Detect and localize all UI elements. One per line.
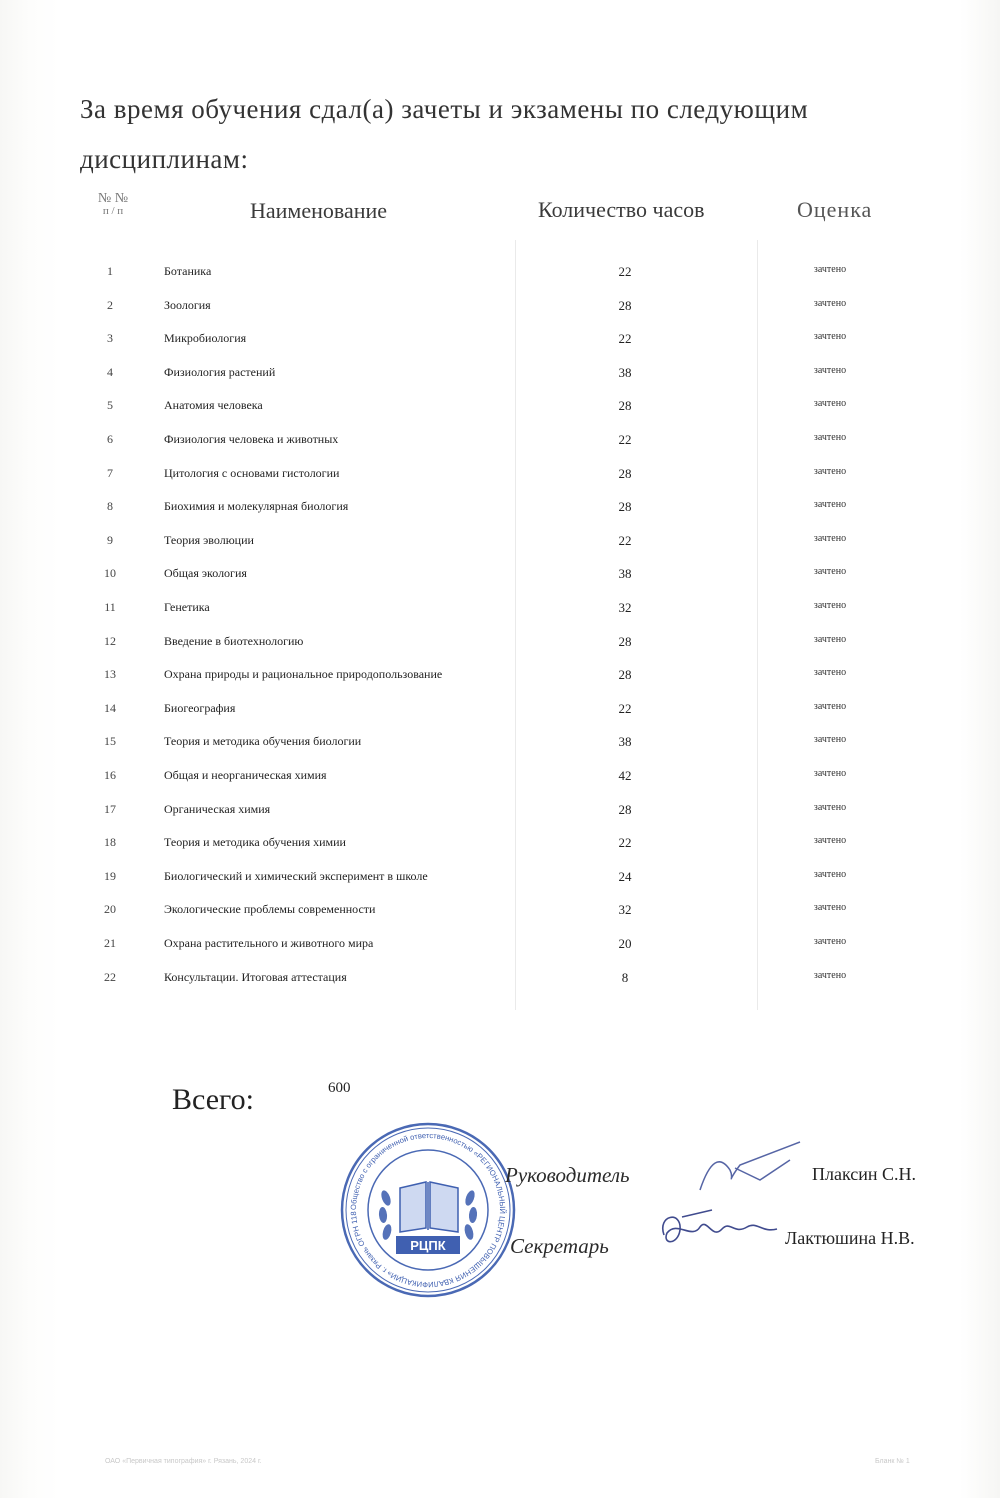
stamp-ring-text: Общество с ограниченной ответственностью «РЕГИОНАЛЬНЫЙ ЦЕНТР ПОВЫШЕНИЯ КВАЛИФИКАЦИИ» г. Рязань ОГРН 1186234001315 bbox=[335, 1113, 508, 1290]
table-row bbox=[0, 365, 1000, 385]
director-signature bbox=[690, 1140, 810, 1200]
discipline-grade: зачтено bbox=[813, 936, 847, 947]
discipline-hours: 28 bbox=[618, 634, 632, 649]
discipline-name: Общая экология bbox=[164, 566, 247, 580]
discipline-hours: 38 bbox=[618, 365, 632, 380]
heading-line-1: За время обучения сдал(а) зачеты и экзамены по следующим bbox=[80, 94, 809, 124]
discipline-name: Теория эволюции bbox=[164, 533, 254, 547]
row-number: 21 bbox=[104, 936, 116, 950]
row-number: 10 bbox=[104, 566, 116, 580]
row-number: 16 bbox=[104, 768, 116, 782]
footer-printer-info: ОАО «Первичная типография» г. Рязань, 2024 г. bbox=[105, 1458, 262, 1465]
table-row bbox=[0, 600, 1000, 620]
table-row bbox=[0, 835, 1000, 855]
director-role: Руководитель bbox=[505, 1163, 630, 1187]
discipline-grade: зачтено bbox=[813, 499, 847, 510]
discipline-grade: зачтено bbox=[813, 298, 847, 309]
discipline-grade: зачтено bbox=[813, 869, 847, 880]
table-row bbox=[0, 398, 1000, 418]
row-number: 8 bbox=[107, 499, 113, 513]
row-number: 11 bbox=[104, 600, 116, 614]
discipline-grade: зачтено bbox=[813, 802, 847, 813]
discipline-hours: 28 bbox=[618, 298, 632, 313]
total-hours-value: 600 bbox=[328, 1080, 351, 1096]
discipline-name: Физиология человека и животных bbox=[164, 432, 339, 446]
discipline-hours: 22 bbox=[618, 701, 632, 716]
discipline-grade: зачтено bbox=[813, 331, 847, 342]
discipline-name: Охрана природы и рациональное природопользование bbox=[164, 667, 443, 681]
discipline-hours: 32 bbox=[618, 902, 632, 917]
discipline-name: Теория и методика обучения биологии bbox=[164, 734, 362, 748]
row-number: 3 bbox=[107, 331, 113, 345]
discipline-grade: зачтено bbox=[813, 566, 847, 577]
discipline-name: Микробиология bbox=[164, 331, 247, 345]
row-number: 7 bbox=[107, 466, 113, 480]
discipline-name: Теория и методика обучения химии bbox=[164, 835, 346, 849]
discipline-name: Консультации. Итоговая аттестация bbox=[164, 970, 347, 984]
table-row bbox=[0, 734, 1000, 754]
row-number: 4 bbox=[107, 365, 113, 379]
discipline-grade: зачтено bbox=[813, 902, 847, 913]
discipline-name: Охрана растительного и животного мира bbox=[164, 936, 374, 950]
table-row bbox=[0, 432, 1000, 452]
discipline-hours: 28 bbox=[618, 398, 632, 413]
discipline-hours: 22 bbox=[618, 835, 632, 850]
row-number: 14 bbox=[104, 701, 116, 715]
table-row bbox=[0, 869, 1000, 889]
secretary-role: Секретарь bbox=[510, 1234, 609, 1258]
discipline-name: Общая и неорганическая химия bbox=[164, 768, 327, 782]
discipline-hours: 32 bbox=[618, 600, 632, 615]
discipline-hours: 28 bbox=[618, 466, 632, 481]
secretary-name: Лактюшина Н.В. bbox=[785, 1228, 915, 1248]
document-heading bbox=[80, 84, 930, 184]
heading-line-2: дисциплинам: bbox=[80, 144, 249, 174]
discipline-hours: 24 bbox=[618, 869, 632, 884]
table-row bbox=[0, 768, 1000, 788]
row-number: 9 bbox=[107, 533, 113, 547]
row-number: 1 bbox=[107, 264, 113, 278]
discipline-name: Введение в биотехнологию bbox=[164, 634, 304, 648]
table-row bbox=[0, 566, 1000, 586]
book-icon bbox=[400, 1182, 458, 1232]
discipline-grade: зачтено bbox=[813, 365, 847, 376]
discipline-grade: зачтено bbox=[813, 398, 847, 409]
table-row bbox=[0, 970, 1000, 990]
discipline-grade: зачтено bbox=[813, 835, 847, 846]
column-header-name: Наименование bbox=[250, 198, 388, 223]
discipline-name: Биохимия и молекулярная биология bbox=[164, 499, 349, 513]
row-number: 12 bbox=[104, 634, 116, 648]
column-header-hours: Количество часов bbox=[538, 197, 705, 222]
row-number: 6 bbox=[107, 432, 113, 446]
table-row bbox=[0, 701, 1000, 721]
table-row bbox=[0, 298, 1000, 318]
stamp-center-text: РЦПК bbox=[410, 1238, 446, 1253]
discipline-hours: 22 bbox=[618, 264, 632, 279]
discipline-name: Органическая химия bbox=[164, 802, 271, 816]
discipline-name: Экологические проблемы современности bbox=[164, 902, 376, 916]
column-header-grade: Оценка bbox=[797, 197, 873, 222]
row-number: 15 bbox=[104, 734, 116, 748]
table-row bbox=[0, 264, 1000, 284]
row-number: 19 bbox=[104, 869, 116, 883]
discipline-grade: зачтено bbox=[813, 466, 847, 477]
discipline-grade: зачтено bbox=[813, 432, 847, 443]
row-number: 2 bbox=[107, 298, 113, 312]
discipline-name: Биогеография bbox=[164, 701, 236, 715]
secretary-signature bbox=[652, 1205, 782, 1255]
discipline-hours: 28 bbox=[618, 667, 632, 682]
row-number: 13 bbox=[104, 667, 116, 681]
discipline-hours: 22 bbox=[618, 331, 632, 346]
discipline-grade: зачтено bbox=[813, 970, 847, 981]
discipline-hours: 38 bbox=[618, 734, 632, 749]
table-row bbox=[0, 936, 1000, 956]
discipline-hours: 22 bbox=[618, 432, 632, 447]
row-number: 18 bbox=[104, 835, 116, 849]
discipline-grade: зачтено bbox=[813, 734, 847, 745]
column-header-number-line-2: п / п bbox=[102, 205, 124, 217]
table-row bbox=[0, 466, 1000, 486]
table-row bbox=[0, 331, 1000, 351]
table-row bbox=[0, 802, 1000, 822]
discipline-hours: 22 bbox=[618, 533, 632, 548]
discipline-grade: зачтено bbox=[813, 600, 847, 611]
table-row bbox=[0, 634, 1000, 654]
director-name: Плаксин С.Н. bbox=[812, 1164, 917, 1184]
table-row bbox=[0, 533, 1000, 553]
discipline-grade: зачтено bbox=[813, 634, 847, 645]
column-header-number-line-1: № № bbox=[97, 191, 129, 206]
table-row bbox=[0, 902, 1000, 922]
discipline-hours: 28 bbox=[618, 499, 632, 514]
organization-stamp bbox=[335, 1113, 518, 1300]
column-header-number bbox=[88, 192, 138, 218]
row-number: 22 bbox=[104, 970, 116, 984]
discipline-grade: зачтено bbox=[813, 768, 847, 779]
row-number: 5 bbox=[107, 398, 113, 412]
discipline-name: Анатомия человека bbox=[164, 398, 263, 412]
discipline-hours: 38 bbox=[618, 566, 632, 581]
discipline-grade: зачтено bbox=[813, 701, 847, 712]
discipline-name: Генетика bbox=[164, 600, 210, 614]
discipline-name: Биологический и химический эксперимент в школе bbox=[164, 869, 428, 883]
table-divider bbox=[757, 240, 758, 1010]
discipline-hours: 28 bbox=[618, 802, 632, 817]
row-number: 17 bbox=[104, 802, 116, 816]
discipline-grade: зачтено bbox=[813, 533, 847, 544]
discipline-hours: 42 bbox=[618, 768, 632, 783]
table-row bbox=[0, 667, 1000, 687]
discipline-hours: 20 bbox=[618, 936, 632, 951]
row-number: 20 bbox=[104, 902, 116, 916]
discipline-name: Цитология с основами гистологии bbox=[164, 466, 340, 480]
discipline-name: Зоология bbox=[164, 298, 211, 312]
total-label: Всего: bbox=[172, 1083, 254, 1116]
discipline-hours: 8 bbox=[621, 970, 629, 985]
discipline-grade: зачтено bbox=[813, 667, 847, 678]
table-divider bbox=[515, 240, 516, 1010]
discipline-name: Ботаника bbox=[164, 264, 212, 278]
table-row bbox=[0, 499, 1000, 519]
discipline-grade: зачтено bbox=[813, 264, 847, 275]
discipline-name: Физиология растений bbox=[164, 365, 276, 379]
footer-form-number: Бланк № 1 bbox=[875, 1458, 910, 1465]
